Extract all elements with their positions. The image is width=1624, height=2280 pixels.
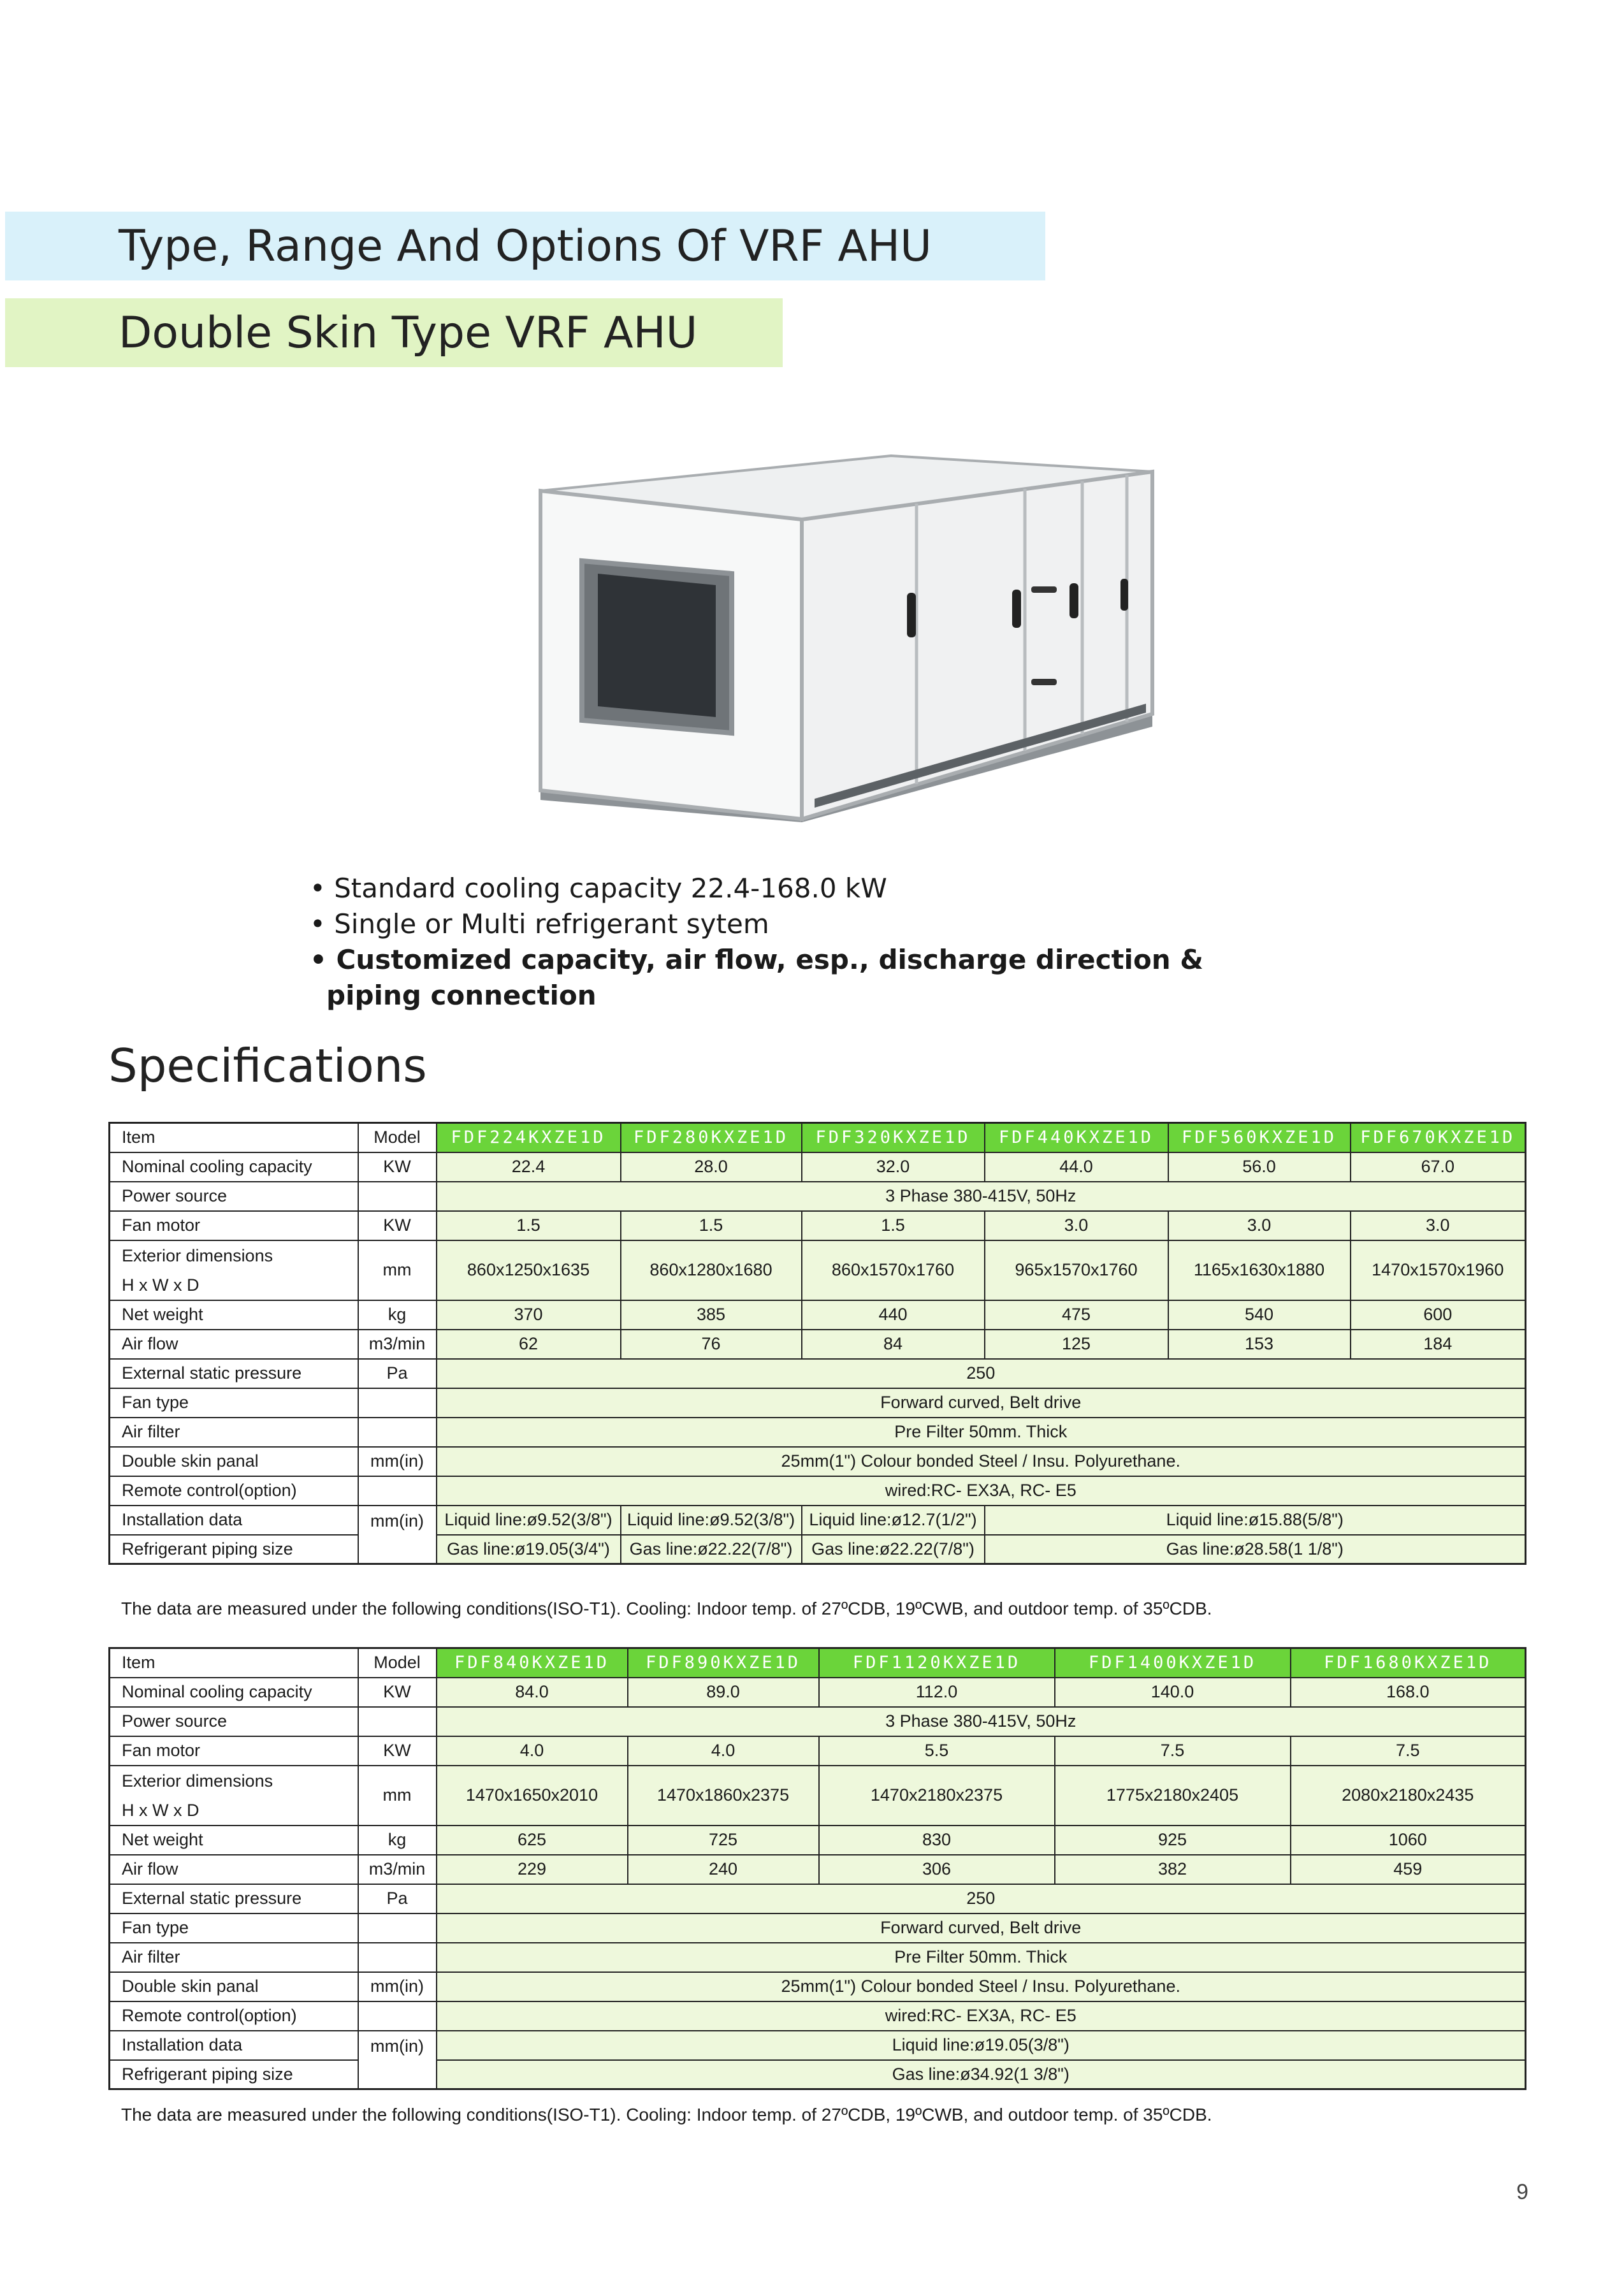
model-name: FDF320KXZE1D (802, 1123, 985, 1152)
table-cell: Liquid line:ø19.05(3/8") (437, 2031, 1526, 2060)
row-label: Remote control(option) (110, 2001, 358, 2031)
model-name: FDF670KXZE1D (1351, 1123, 1526, 1152)
table-cell: 4.0 (437, 1736, 628, 1766)
row-label: Fan type (110, 1913, 358, 1943)
row-label: Refrigerant piping size (110, 1535, 358, 1564)
table-cell: 459 (1291, 1855, 1526, 1884)
table-cell: Gas line:ø22.22(7/8") (802, 1535, 985, 1564)
row-label: Power source (110, 1182, 358, 1211)
row-unit: KW (358, 1152, 437, 1182)
table-row (110, 1535, 1526, 1564)
table-cell: Gas line:ø19.05(3/4") (437, 1535, 621, 1564)
feature-item: • Single or Multi refrigerant sytem (310, 908, 769, 940)
row-label (110, 1766, 358, 1826)
table-row (110, 2001, 1526, 2031)
row-label: Power source (110, 1707, 358, 1736)
table-cell: 600 (1351, 1300, 1526, 1330)
table-cell: 860x1250x1635 (437, 1240, 621, 1300)
table-cell: 2080x2180x2435 (1291, 1766, 1526, 1826)
row-unit: Pa (358, 1359, 437, 1388)
table-row (110, 1766, 1526, 1826)
table-cell: 89.0 (628, 1678, 819, 1707)
row-label: Net weight (110, 1300, 358, 1330)
table-cell: 3 Phase 380-415V, 50Hz (437, 1707, 1526, 1736)
page-number: 9 (1516, 2180, 1528, 2204)
row-unit (358, 1943, 437, 1972)
table-row (110, 1678, 1526, 1707)
row-label: Installation data (110, 1506, 358, 1535)
table-cell: 3.0 (985, 1211, 1168, 1240)
model-name: FDF840KXZE1D (437, 1648, 628, 1678)
table-row (110, 1884, 1526, 1913)
row-unit: Pa (358, 1884, 437, 1913)
row-label: Air filter (110, 1943, 358, 1972)
row-label (110, 1240, 358, 1300)
item-header: Item (110, 1648, 358, 1678)
table-cell: 76 (621, 1330, 802, 1359)
table-cell: 1165x1630x1880 (1168, 1240, 1351, 1300)
row-label: Air filter (110, 1418, 358, 1447)
table-cell: 3.0 (1351, 1211, 1526, 1240)
table-row (110, 1211, 1526, 1240)
table-cell: 4.0 (628, 1736, 819, 1766)
table-cell: 1.5 (802, 1211, 985, 1240)
row-unit: mm(in) (358, 2031, 437, 2089)
table-cell: 1470x2180x2375 (819, 1766, 1055, 1826)
table-cell: 306 (819, 1855, 1055, 1884)
model-name: FDF1400KXZE1D (1055, 1648, 1291, 1678)
row-unit (358, 1476, 437, 1506)
table-cell: 925 (1055, 1826, 1291, 1855)
page-subtitle-band (5, 298, 783, 367)
table-cell: Forward curved, Belt drive (437, 1388, 1526, 1418)
table-cell: Pre Filter 50mm. Thick (437, 1943, 1526, 1972)
table-row (110, 1972, 1526, 2001)
table-cell: 475 (985, 1300, 1168, 1330)
row-unit (358, 1388, 437, 1418)
table-cell: Gas line:ø28.58(1 1/8") (985, 1535, 1526, 1564)
table-header-row (110, 1123, 1526, 1152)
model-name: FDF224KXZE1D (437, 1123, 621, 1152)
row-unit (358, 1182, 437, 1211)
table-row (110, 1943, 1526, 1972)
model-name: FDF440KXZE1D (985, 1123, 1168, 1152)
table-row (110, 1359, 1526, 1388)
row-label: Double skin panal (110, 1972, 358, 2001)
table-row (110, 1736, 1526, 1766)
measurement-note: The data are measured under the following conditions(ISO-T1). Cooling: Indoor temp. of 27ºCDB, 19ºCWB, and outdoor temp. of 35ºCDB. (121, 1599, 1212, 1618)
table-cell: 440 (802, 1300, 985, 1330)
table-cell: 1775x2180x2405 (1055, 1766, 1291, 1826)
table-cell: 67.0 (1351, 1152, 1526, 1182)
table-cell: Liquid line:ø15.88(5/8") (985, 1506, 1526, 1535)
table-cell: 1.5 (621, 1211, 802, 1240)
table-cell: Gas line:ø34.92(1 3/8") (437, 2060, 1526, 2089)
table-cell: 28.0 (621, 1152, 802, 1182)
ahu-unit-illustration (521, 446, 1165, 822)
model-name: FDF1680KXZE1D (1291, 1648, 1526, 1678)
table-cell: 382 (1055, 1855, 1291, 1884)
table-cell: 84 (802, 1330, 985, 1359)
table-cell: 385 (621, 1300, 802, 1330)
row-label: Net weight (110, 1826, 358, 1855)
model-name: FDF560KXZE1D (1168, 1123, 1351, 1152)
table-cell: 625 (437, 1826, 628, 1855)
table-cell: 140.0 (1055, 1678, 1291, 1707)
spec-table-2 (108, 1647, 1526, 2090)
row-label: Fan type (110, 1388, 358, 1418)
table-cell: wired:RC- EX3A, RC- E5 (437, 1476, 1526, 1506)
model-name: FDF280KXZE1D (621, 1123, 802, 1152)
row-unit: KW (358, 1211, 437, 1240)
table-cell: 5.5 (819, 1736, 1055, 1766)
table-cell: 22.4 (437, 1152, 621, 1182)
table-cell: 229 (437, 1855, 628, 1884)
row-label: Installation data (110, 2031, 358, 2060)
table-cell: Liquid line:ø12.7(1/2") (802, 1506, 985, 1535)
table-row (110, 1707, 1526, 1736)
feature-item: • Customized capacity, air flow, esp., discharge direction & piping connection (310, 944, 1203, 1011)
table-cell: 240 (628, 1855, 819, 1884)
table-cell: 250 (437, 1359, 1526, 1388)
table-cell: 25mm(1") Colour bonded Steel / Insu. Polyurethane. (437, 1447, 1526, 1476)
table-cell: 125 (985, 1330, 1168, 1359)
table-cell: wired:RC- EX3A, RC- E5 (437, 2001, 1526, 2031)
table-cell: 168.0 (1291, 1678, 1526, 1707)
model-header: Model (358, 1123, 437, 1152)
table-cell: Forward curved, Belt drive (437, 1913, 1526, 1943)
row-label: External static pressure (110, 1884, 358, 1913)
table-cell: 3 Phase 380-415V, 50Hz (437, 1182, 1526, 1211)
row-unit: KW (358, 1736, 437, 1766)
row-label: Nominal cooling capacity (110, 1152, 358, 1182)
table-cell: 112.0 (819, 1678, 1055, 1707)
table-row (110, 1388, 1526, 1418)
table-cell: 830 (819, 1826, 1055, 1855)
table-cell: 153 (1168, 1330, 1351, 1359)
row-label: Fan motor (110, 1736, 358, 1766)
row-unit: m3/min (358, 1855, 437, 1884)
table-row (110, 1506, 1526, 1535)
model-name: FDF890KXZE1D (628, 1648, 819, 1678)
feature-list (310, 871, 1266, 1013)
measurement-note: The data are measured under the following conditions(ISO-T1). Cooling: Indoor temp. of 27ºCDB, 19ºCWB, and outdoor temp. of 35ºCDB. (121, 2105, 1212, 2124)
table-cell: 7.5 (1055, 1736, 1291, 1766)
item-header: Item (110, 1123, 358, 1152)
table-cell: 3.0 (1168, 1211, 1351, 1240)
table-row (110, 1182, 1526, 1211)
table-cell: Liquid line:ø9.52(3/8") (621, 1506, 802, 1535)
row-unit (358, 1418, 437, 1447)
table-cell: 965x1570x1760 (985, 1240, 1168, 1300)
table-row (110, 2060, 1526, 2089)
row-label: Air flow (110, 1855, 358, 1884)
page-subtitle: Double Skin Type VRF AHU (119, 307, 698, 358)
row-unit (358, 1913, 437, 1943)
table-header-row (110, 1648, 1526, 1678)
table-cell: 32.0 (802, 1152, 985, 1182)
row-unit: mm (358, 1240, 437, 1300)
row-label: Remote control(option) (110, 1476, 358, 1506)
table-cell: 62 (437, 1330, 621, 1359)
row-label: Fan motor (110, 1211, 358, 1240)
table-row (110, 1240, 1526, 1300)
row-label-line: H x W x D (122, 1275, 199, 1295)
row-label: Double skin panal (110, 1447, 358, 1476)
table-cell: 860x1570x1760 (802, 1240, 985, 1300)
table-cell: 540 (1168, 1300, 1351, 1330)
table-cell: 1470x1570x1960 (1351, 1240, 1526, 1300)
model-name: FDF1120KXZE1D (819, 1648, 1055, 1678)
row-unit (358, 1707, 437, 1736)
table-cell: Gas line:ø22.22(7/8") (621, 1535, 802, 1564)
row-unit: mm (358, 1766, 437, 1826)
table-cell: Pre Filter 50mm. Thick (437, 1418, 1526, 1447)
row-label-line: Exterior dimensions (122, 1245, 273, 1265)
row-label: Nominal cooling capacity (110, 1678, 358, 1707)
table-row (110, 1330, 1526, 1359)
table-cell: 44.0 (985, 1152, 1168, 1182)
row-label-line: H x W x D (122, 1800, 199, 1820)
row-unit: m3/min (358, 1330, 437, 1359)
row-label: Refrigerant piping size (110, 2060, 358, 2089)
table-row (110, 1476, 1526, 1506)
table-row (110, 1826, 1526, 1855)
table-row (110, 2031, 1526, 2060)
row-unit: KW (358, 1678, 437, 1707)
table-row (110, 1913, 1526, 1943)
row-label-line: Exterior dimensions (122, 1771, 273, 1790)
row-unit: kg (358, 1826, 437, 1855)
table-cell: 860x1280x1680 (621, 1240, 802, 1300)
table-row (110, 1855, 1526, 1884)
table-cell: 1470x1650x2010 (437, 1766, 628, 1826)
table-cell: 184 (1351, 1330, 1526, 1359)
table-cell: 56.0 (1168, 1152, 1351, 1182)
table-cell: 7.5 (1291, 1736, 1526, 1766)
table-cell: 1470x1860x2375 (628, 1766, 819, 1826)
table-cell: 1.5 (437, 1211, 621, 1240)
table-cell: 1060 (1291, 1826, 1526, 1855)
table-cell: 25mm(1") Colour bonded Steel / Insu. Polyurethane. (437, 1972, 1526, 2001)
table-cell: 250 (437, 1884, 1526, 1913)
specifications-heading: Specifications (108, 1039, 427, 1093)
table-row (110, 1447, 1526, 1476)
row-unit: mm(in) (358, 1506, 437, 1564)
table-row (110, 1418, 1526, 1447)
model-header: Model (358, 1648, 437, 1678)
row-unit: mm(in) (358, 1972, 437, 2001)
row-label: Air flow (110, 1330, 358, 1359)
row-unit: kg (358, 1300, 437, 1330)
table-cell: Liquid line:ø9.52(3/8") (437, 1506, 621, 1535)
table-cell: 84.0 (437, 1678, 628, 1707)
table-row (110, 1300, 1526, 1330)
page-title-band (5, 212, 1045, 280)
row-unit (358, 2001, 437, 2031)
spec-table-1 (108, 1122, 1526, 1565)
table-cell: 370 (437, 1300, 621, 1330)
row-unit: mm(in) (358, 1447, 437, 1476)
feature-item: • Standard cooling capacity 22.4-168.0 kW (310, 873, 887, 904)
row-label: External static pressure (110, 1359, 358, 1388)
page-title: Type, Range And Options Of VRF AHU (119, 221, 932, 272)
table-row (110, 1152, 1526, 1182)
table-cell: 725 (628, 1826, 819, 1855)
